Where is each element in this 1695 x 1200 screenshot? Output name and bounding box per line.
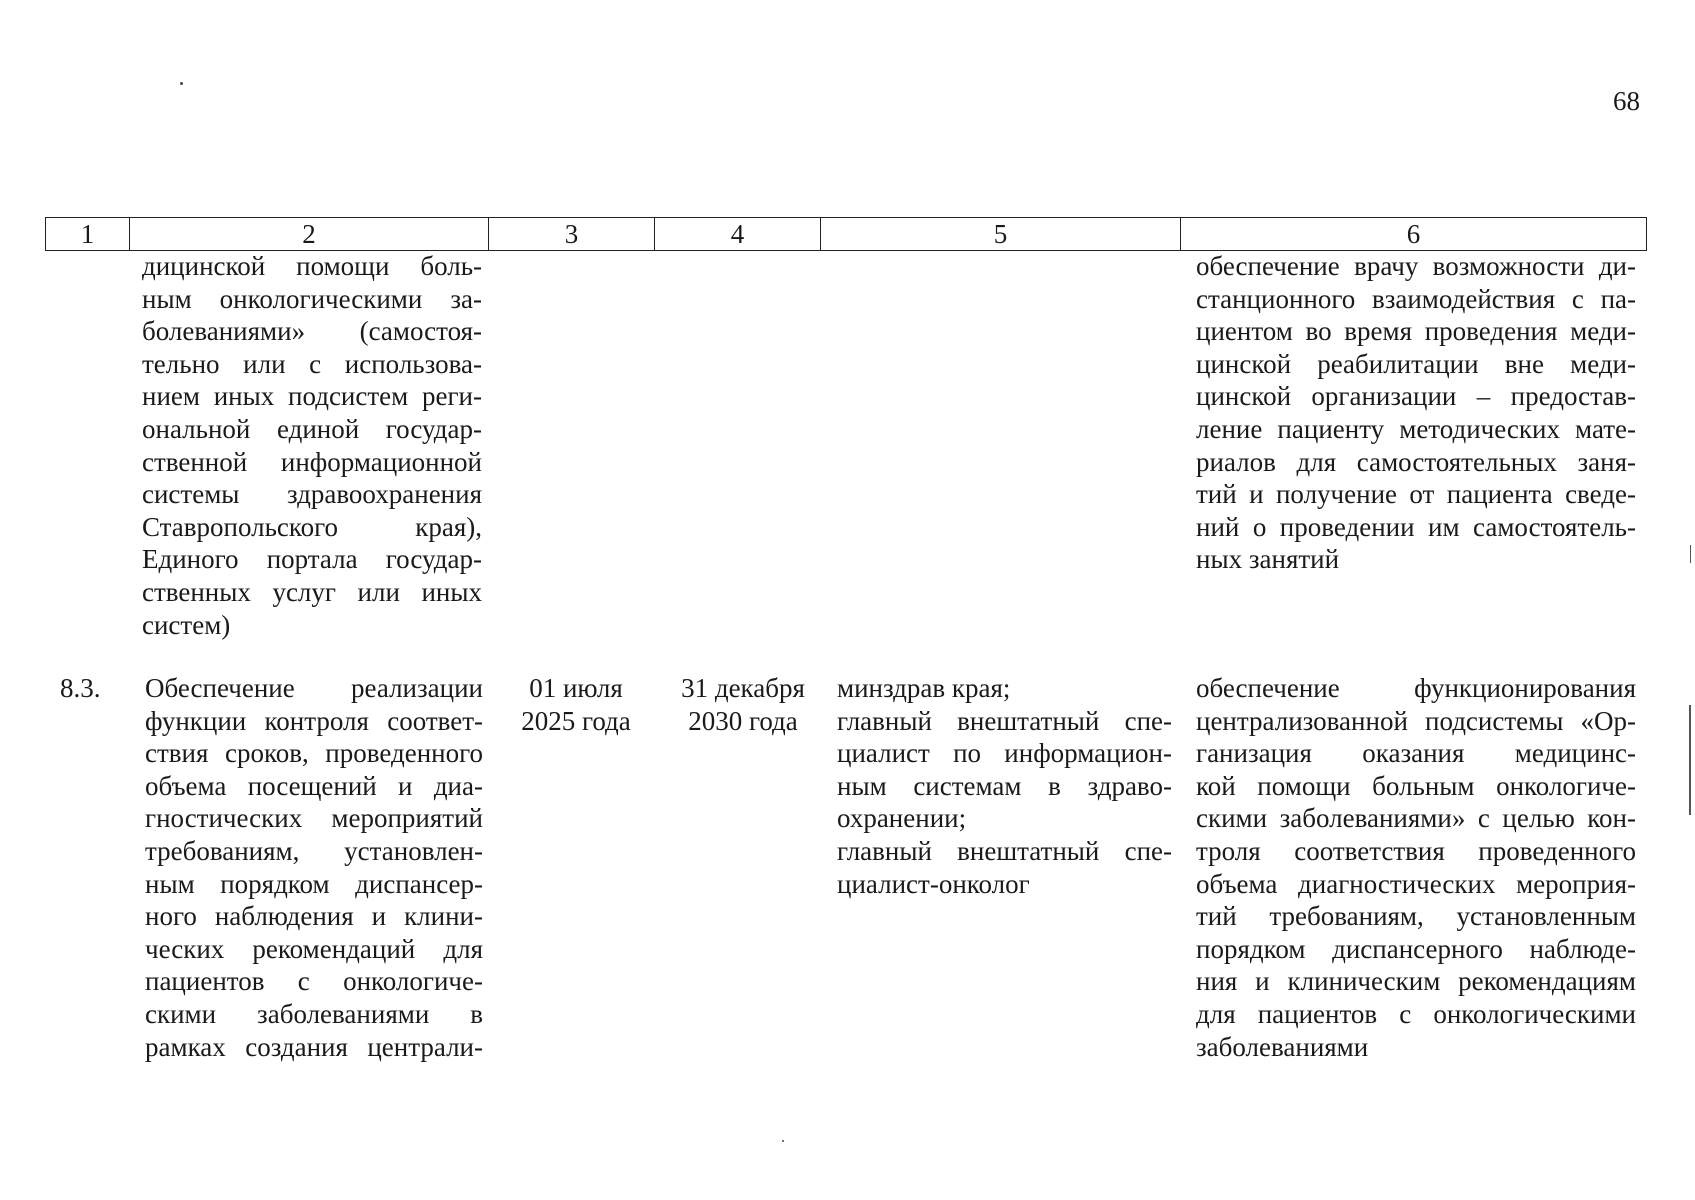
table-header-row: [45, 217, 1647, 251]
text-line: систем): [142, 609, 231, 640]
text-line: ственных услуг или иных: [142, 576, 482, 607]
row-8-3-col2-text: [145, 672, 483, 1063]
text-line: пациентов с онкологиче-: [145, 966, 483, 997]
table-header-cell: 5: [821, 218, 1181, 250]
table-header-cell: 6: [1406, 219, 1421, 249]
text-line: ческих рекомендаций для: [145, 933, 483, 964]
text-line: 01 июля: [529, 673, 623, 703]
text-line: гностических мероприятий: [145, 803, 483, 834]
text-line: циентом во время проведения меди-: [1196, 316, 1636, 347]
row-number: 8.3.: [60, 673, 101, 703]
text-line: 2030 года: [688, 705, 798, 736]
text-line: цинской организации – предостав-: [1196, 381, 1636, 412]
continuation-col2-text: [142, 250, 482, 641]
scan-edge-mark: [1689, 705, 1691, 815]
text-line: рамках создания централи-: [145, 1031, 483, 1062]
table-header-cell: 3: [489, 218, 655, 250]
text-line: скими заболеваниями в: [145, 998, 483, 1029]
text-line: ных занятий: [1196, 544, 1340, 575]
text-line: 31 декабря: [681, 673, 805, 703]
text-line: риалов для самостоятельных заня-: [1196, 446, 1636, 477]
text-line: кой помощи больным онкологиче-: [1196, 770, 1636, 801]
table-header-cell: 2: [130, 218, 489, 250]
text-line: ствия сроков, проведенного: [145, 738, 483, 769]
text-line: порядком диспансерного наблюде-: [1196, 933, 1636, 964]
page-number: 68: [1613, 86, 1640, 116]
text-line: охранении;: [837, 803, 967, 834]
scan-speck: [180, 82, 183, 85]
text-line: ственной информационной: [142, 446, 482, 477]
text-line: для пациентов с онкологическими: [1196, 998, 1636, 1029]
text-line: тий и получение от пациента сведе-: [1196, 479, 1636, 510]
text-line: троля соответствия проведенного: [1196, 835, 1636, 866]
text-line: ным системам в здраво-: [837, 770, 1172, 801]
text-line: тельно или с использова-: [142, 348, 482, 379]
text-line: главный внештатный спе-: [837, 835, 1172, 866]
text-line: нием иных подсистем реги-: [142, 381, 482, 412]
text-line: ний о проведении им самостоятель-: [1196, 511, 1636, 542]
text-line: 2025 года: [521, 705, 631, 736]
text-line: Обеспечение реализации: [145, 673, 483, 703]
text-line: ным онкологическими за-: [142, 283, 482, 314]
text-line: Единого портала государ-: [142, 544, 482, 575]
text-line: ление пациенту методических мате-: [1196, 413, 1636, 444]
end-date: [665, 672, 821, 737]
text-line: ния и клиническим рекомендациям: [1196, 966, 1636, 997]
responsible-executors: [837, 672, 1172, 900]
text-line: главный внештатный спе-: [837, 705, 1172, 736]
continuation-col6-text: [1196, 250, 1636, 576]
table-header-cell: 1: [46, 218, 130, 250]
text-line: ганизация оказания медицинс-: [1196, 738, 1636, 769]
text-line: централизованной подсистемы «Ор-: [1196, 705, 1636, 736]
text-line: Ставропольского края),: [142, 511, 482, 542]
text-line: обеспечение врачу возможности ди-: [1196, 251, 1636, 281]
start-date: [498, 672, 654, 737]
text-line: ональной единой государ-: [142, 413, 482, 444]
text-line: системы здравоохранения: [142, 479, 482, 510]
text-line: объема диагностических мероприя-: [1196, 868, 1636, 899]
text-line: станционного взаимодействия с па-: [1196, 283, 1636, 314]
text-line: заболеваниями: [1196, 1031, 1369, 1062]
text-line: циалист по информацион-: [837, 738, 1172, 769]
text-line: цинской реабилитации вне меди-: [1196, 348, 1636, 379]
text-line: обеспечение функционирования: [1196, 673, 1636, 703]
text-line: ного наблюдения и клини-: [145, 901, 483, 932]
text-line: скими заболеваниями» с целью кон-: [1196, 803, 1636, 834]
text-line: требованиям, установлен-: [145, 835, 483, 866]
text-line: циалист-онколог: [837, 868, 1030, 899]
text-line: ным порядком диспансер-: [145, 868, 483, 899]
table-header-cell: 4: [655, 218, 821, 250]
text-line: дицинской помощи боль-: [142, 251, 482, 281]
scan-speck: [782, 1140, 784, 1142]
text-line: болеваниями» (самостоя-: [142, 316, 482, 347]
expected-result: [1196, 672, 1636, 1063]
text-line: тий требованиям, установленным: [1196, 901, 1636, 932]
text-line: функции контроля соответ-: [145, 705, 483, 736]
scan-edge-mark: [1690, 545, 1691, 563]
text-line: объема посещений и диа-: [145, 770, 483, 801]
text-line: минздрав края;: [837, 673, 1011, 703]
